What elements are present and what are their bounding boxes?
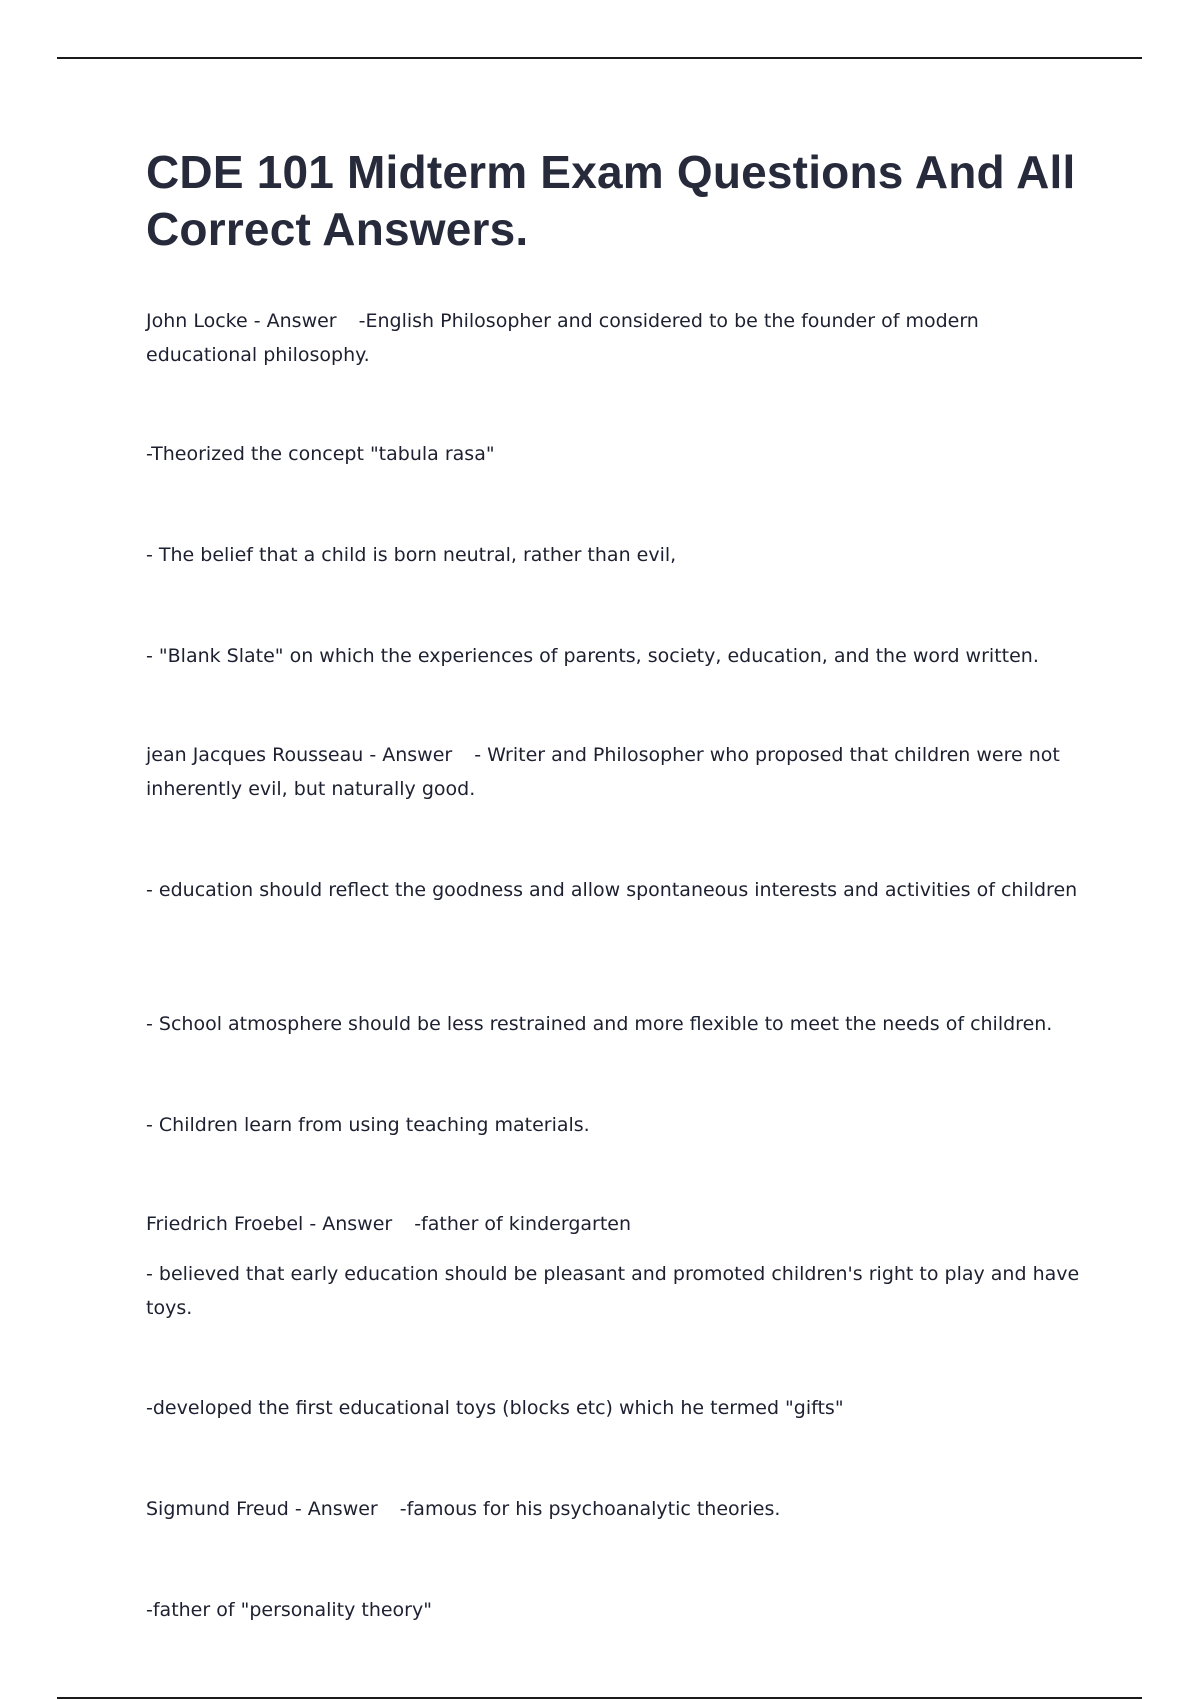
entry-rousseau [146, 738, 1086, 806]
entry-froebel [146, 1207, 1086, 1241]
document-title: CDE 101 Midterm Exam Questions And All Correct Answers. [146, 146, 1076, 255]
entry-term: Friedrich Froebel - Answer [146, 1213, 393, 1235]
entry-text: - The belief that a child is born neutral, rather than evil, [146, 544, 677, 566]
bottom-rule [57, 1697, 1142, 1699]
entry-answer: - Writer and Philosopher who proposed that children were not inherently evil, but naturally good. [146, 744, 1060, 800]
entry-john-locke [146, 304, 1086, 372]
entry-text: -father of "personality theory" [146, 1599, 432, 1621]
entry-text: - education should reflect the goodness and allow spontaneous interests and activities of children [146, 879, 1078, 901]
entry-text: -Theorized the concept "tabula rasa" [146, 443, 495, 465]
entry-text: - Children learn from using teaching materials. [146, 1114, 590, 1136]
entry-term: John Locke - Answer [146, 310, 337, 332]
entry-term: jean Jacques Rousseau - Answer [146, 744, 453, 766]
entry-term: Sigmund Freud - Answer [146, 1498, 378, 1520]
entry-answer: -famous for his psychoanalytic theories. [399, 1498, 781, 1520]
entry-text: - believed that early education should be pleasant and promoted children's right to play and have toys. [146, 1263, 1080, 1319]
top-rule [57, 57, 1142, 59]
entry-answer: -father of kindergarten [414, 1213, 632, 1235]
entry-answer: -English Philosopher and considered to be the founder of modern educational philosophy. [146, 310, 979, 366]
entry-freud [146, 1492, 1086, 1526]
entry-text: -developed the first educational toys (blocks etc) which he termed "gifts" [146, 1397, 844, 1419]
entry-text: - "Blank Slate" on which the experiences of parents, society, education, and the word written. [146, 645, 1039, 667]
entry-text: - School atmosphere should be less restrained and more flexible to meet the needs of children. [146, 1013, 1053, 1035]
